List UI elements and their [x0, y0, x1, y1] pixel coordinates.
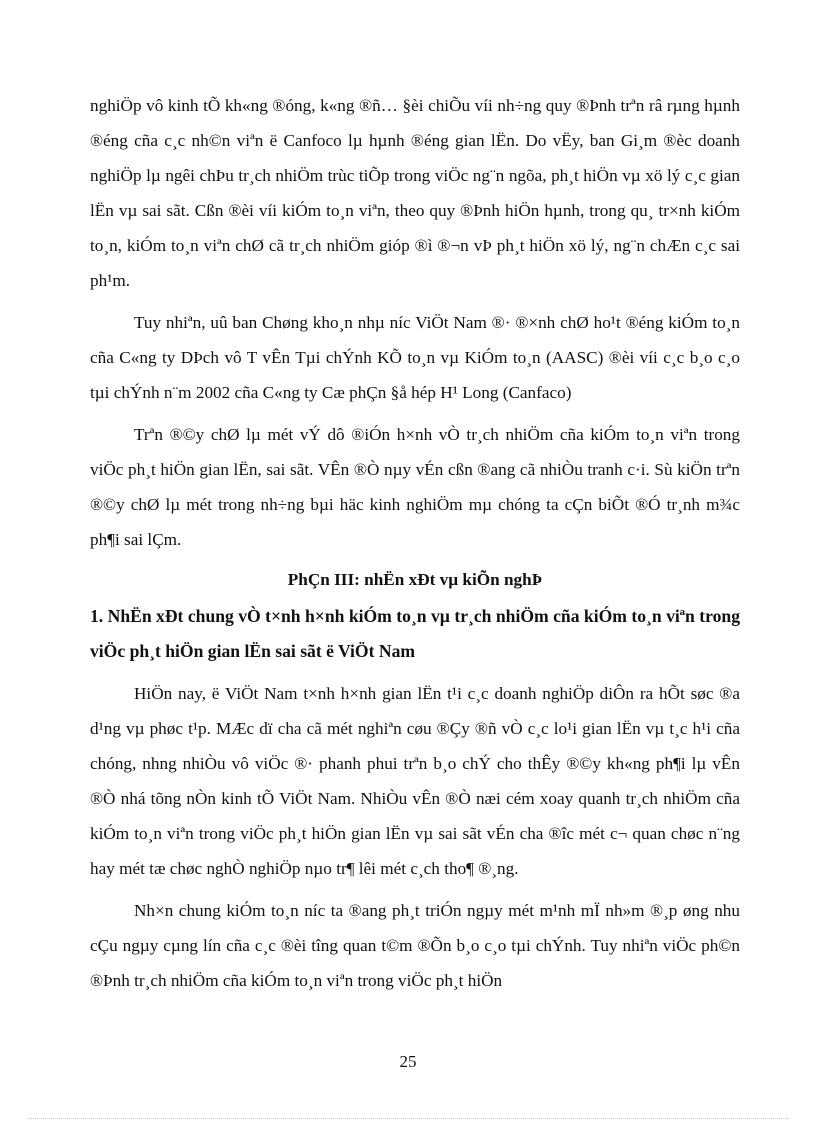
- body-paragraph-5: Nh×n chung kiÓm to¸n níc ta ®ang ph¸t triÓn ngµy mét m¹nh mÏ nh»m ®¸p øng nhu cÇu ngµy cµng lín cña c¸c ®èi tîng quan t©m ®Õn b¸o c¸o tµi chÝnh. Tuy nhiªn viÖc ph©n ®Þnh tr¸ch nhiÖm cña kiÓm to¸n viªn trong viÖc ph¸t hiÖn: [90, 901, 740, 990]
- section-heading: PhÇn III: nhËn xÐt vµ kiÕn nghÞ: [287, 570, 543, 589]
- page-body: [90, 88, 740, 998]
- body-paragraph-4: HiÖn nay, ë ViÖt Nam t×nh h×nh gian lËn t¹i c¸c doanh nghiÖp diÔn ra hÕt søc ®a d¹ng vµ phøc t¹p. MÆc dï cha cã mét nghiªn cøu ®Çy ®ñ vÒ c¸c lo¹i gian lËn vµ t¸c h¹i cña chóng, nhng nhiÒu vô viÖc ®· phanh phui trªn b¸o chÝ cho thÊy ®©y kh«ng ph¶i lµ vÊn ®Ò nhá tõng nÒn kinh tÕ ViÖt Nam. NhiÒu vÊn ®Ò næi cém xoay quanh tr¸ch nhiÖm cña kiÓm to¸n viªn trong viÖc ph¸t hiÖn gian lËn vµ sai sãt vÉn cha ®îc mét c¬ quan chøc n¨ng hay mét tæ chøc nghÒ nghiÖp nµo tr¶ lêi mét c¸ch tho¶ ®¸ng.: [90, 684, 740, 878]
- section-subheading: 1. NhËn xÐt chung vÒ t×nh h×nh kiÓm to¸n vµ tr¸ch nhiÖm cña kiÓm to¸n viªn trong viÖc ph¸t hiÖn gian lËn sai sãt ë ViÖt Nam: [90, 606, 740, 661]
- body-paragraph-3: Trªn ®©y chØ lµ mét vÝ dô ®iÓn h×nh vÒ tr¸ch nhiÖm cña kiÓm to¸n viªn trong viÖc ph¸t hiÖn gian lËn, sai sãt. VÊn ®Ò nµy vÉn cßn ®ang cã nhiÒu tranh c·i. Sù kiÖn trªn ®©y chØ lµ mét trong nh÷ng bµi häc kinh nghiÖm mµ chóng ta cÇn biÕt ®Ó tr¸nh m¾c ph¶i sai lÇm.: [90, 425, 740, 549]
- body-paragraph-2: Tuy nhiªn, uû ban Chøng kho¸n nhµ níc ViÖt Nam ®· ®×nh chØ ho¹t ®éng kiÓm to¸n cña C«ng ty DÞch vô T vÊn Tµi chÝnh KÕ to¸n vµ KiÓm to¸n (AASC) ®èi víi c¸c b¸o c¸o tµi chÝnh n¨m 2002 cña C«ng ty Cæ phÇn §å hép H¹ Long (Canfaco): [90, 313, 740, 402]
- body-paragraph-1: nghiÖp vô kinh tÕ kh«ng ®óng, k«ng ®ñ… §èi chiÕu víi nh÷ng quy ®Þnh trªn râ rµng hµnh ®éng cña c¸c nh©n viªn ë Canfoco lµ hµnh ®éng gian lËn. Do vËy, ban Gi¸m ®èc doanh nghiÖp lµ ngêi chÞu tr¸ch nhiÖm trùc tiÕp trong viÖc ng¨n ngõa, ph¸t hiÖn vµ xö lý c¸c gian lËn vµ sai sãt. Cßn ®èi víi kiÓm to¸n viªn, theo quy ®Þnh hiÖn hµnh, trong qu¸ tr×nh kiÓm to¸n, kiÓm to¸n viªn chØ cã tr¸ch nhiÖm gióp ®ì ®¬n vÞ ph¸t hiÖn xö lý, ng¨n chÆn c¸c sai ph¹m.: [90, 96, 740, 290]
- page-number: 25: [399, 1052, 417, 1071]
- page-bottom-divider: [28, 1118, 788, 1119]
